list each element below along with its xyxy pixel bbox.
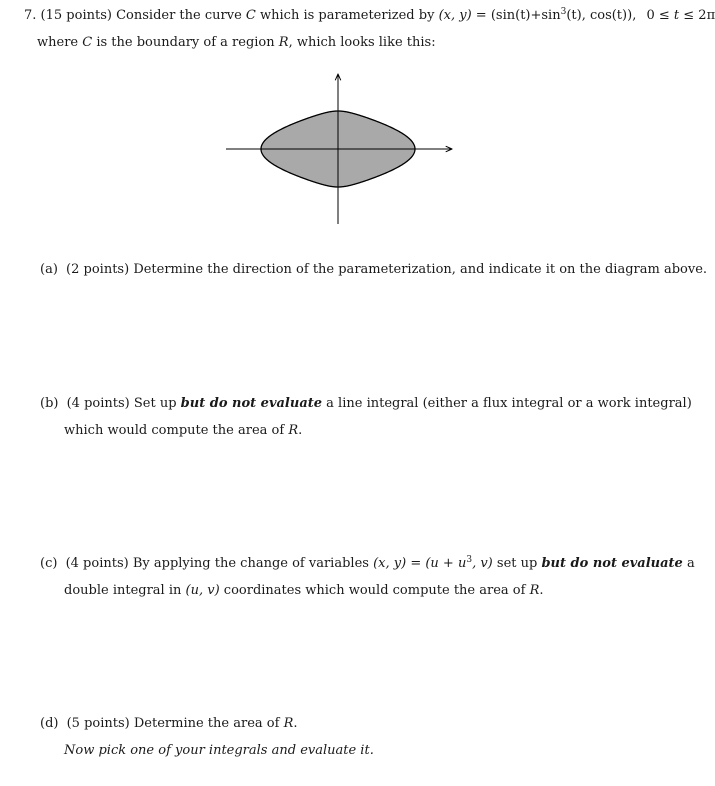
part-c-mid: set up	[496, 556, 538, 571]
param-separator: ,	[632, 8, 637, 23]
part-c-line2	[64, 583, 544, 599]
intro-text-b: which is parameterized by	[260, 8, 435, 23]
part-b-period: .	[298, 423, 303, 438]
part-a-text: Determine the direction of the parameterization, and indicate it on the diagram above.	[133, 262, 708, 277]
param-lhs: (x, y)	[438, 8, 472, 23]
part-b-region-symbol: R	[288, 423, 299, 438]
part-c-line2-text-b: coordinates which would compute the area of	[223, 583, 526, 598]
part-c-period: .	[539, 583, 544, 598]
part-b-emphasis: but do not evaluate	[180, 396, 323, 411]
part-b-post: a line integral (either a flux integral or a work integral)	[326, 396, 692, 411]
part-d-period: .	[293, 716, 298, 731]
part-d-region-symbol: R	[283, 716, 294, 731]
cov-rhs: ($u + u^3$, v)	[425, 555, 493, 571]
line2-text-d: , which looks like this:	[288, 35, 436, 50]
line2-text-a: where	[37, 35, 79, 50]
part-b-line2-text: which would compute the area of	[64, 423, 285, 438]
part-a-label: (a)	[40, 262, 58, 277]
uv-coords: (u, v)	[185, 583, 220, 598]
part-b-pre: Set up	[133, 396, 177, 411]
param-equals: =	[475, 8, 487, 23]
part-d-text: Determine the area of	[133, 716, 280, 731]
problem-points: (15 points)	[40, 8, 112, 23]
cov-lhs: (x, y)	[373, 556, 407, 571]
part-b-line2	[64, 423, 302, 439]
problem-number: 7.	[24, 8, 37, 23]
curve-symbol-2: C	[82, 35, 93, 50]
part-c-emphasis: but do not evaluate	[541, 556, 683, 571]
line2-text-b: is the boundary of a region	[96, 35, 275, 50]
part-b-points: (4 points)	[66, 396, 130, 411]
param-rhs: ($\sin(t)+\sin^3(t)$, cos(t))	[490, 7, 633, 23]
part-d-followup: Now pick one of your integrals and evaluate it.	[64, 743, 374, 758]
intro-text-a: Consider the curve	[116, 8, 242, 23]
part-c-line1	[40, 556, 695, 572]
region-symbol: R	[278, 35, 289, 50]
part-c-post: a	[686, 556, 695, 571]
part-d-points: (5 points)	[66, 716, 130, 731]
part-b-line1	[40, 396, 692, 412]
part-d-label: (d)	[40, 716, 59, 731]
part-a-points: (2 points)	[66, 262, 130, 277]
part-a	[40, 262, 707, 278]
part-c-region-symbol: R	[529, 583, 540, 598]
part-d-line1	[40, 716, 298, 732]
part-c-points: (4 points)	[65, 556, 129, 571]
part-c-label: (c)	[40, 556, 58, 571]
part-b-label: (b)	[40, 396, 59, 411]
curve-symbol: C	[245, 8, 256, 23]
part-c-pre: By applying the change of variables	[132, 556, 369, 571]
cov-equals: =	[410, 556, 422, 571]
param-range: 0 ≤ t ≤ 2π	[646, 8, 715, 23]
part-c-line2-text-a: double integral in	[64, 583, 182, 598]
